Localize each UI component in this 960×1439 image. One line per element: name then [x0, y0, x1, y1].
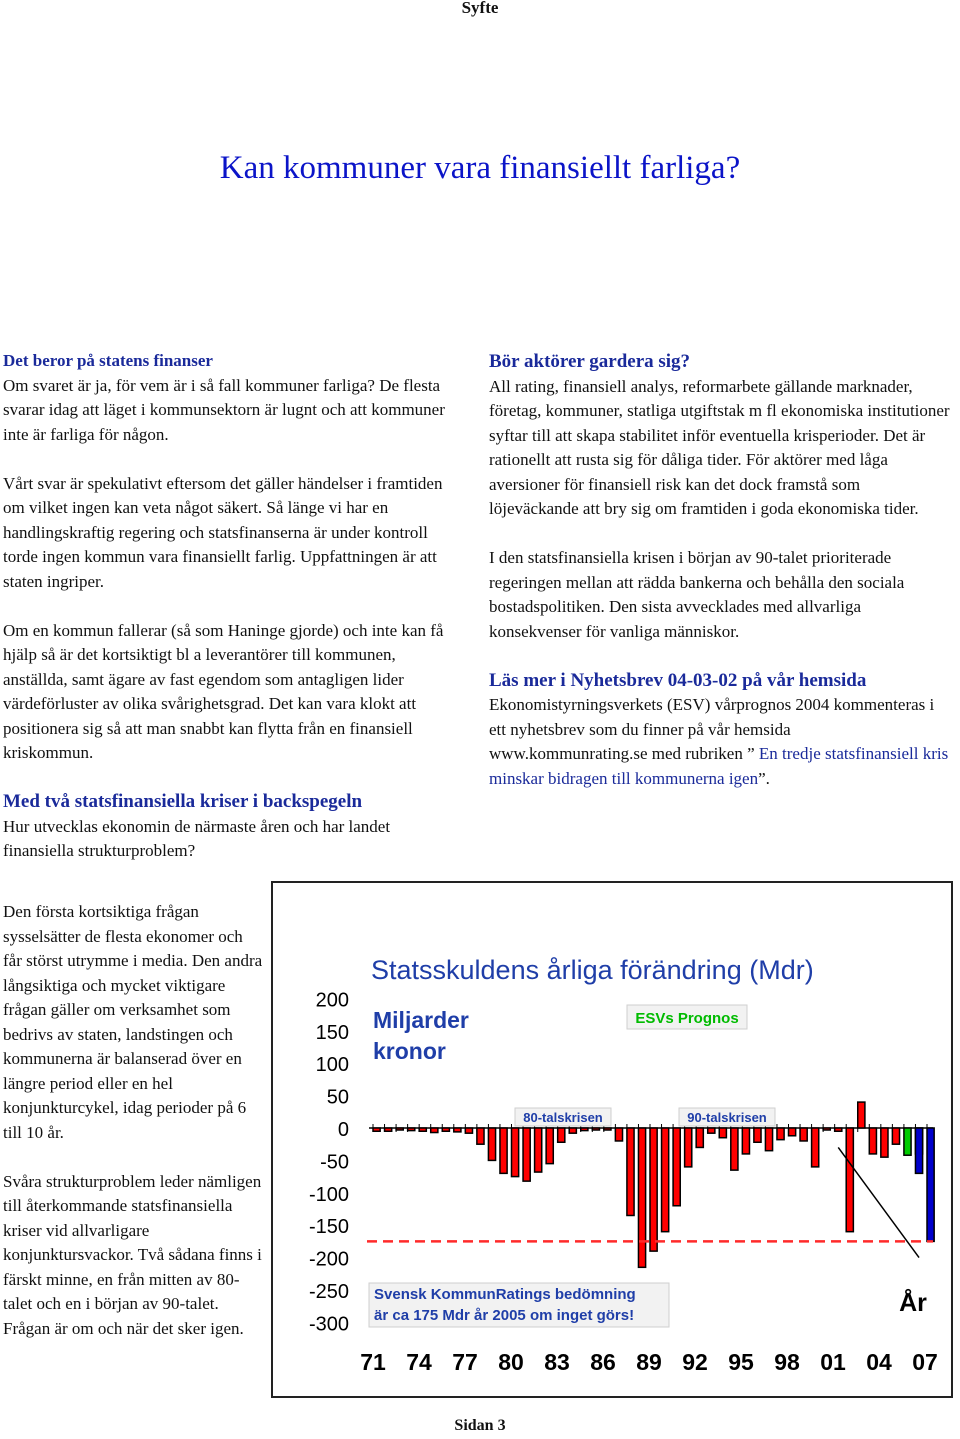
bar-actual	[835, 1128, 842, 1131]
bar-actual	[546, 1128, 553, 1164]
paragraph: Hur utvecklas ekonomin de närmaste åren och har landet finansiella strukturproblem?	[3, 816, 391, 860]
bar-actual	[373, 1128, 380, 1131]
bar-actual	[385, 1128, 392, 1131]
x-tick-label: 89	[636, 1349, 662, 1375]
bar-forecast	[904, 1128, 911, 1155]
bar-actual	[673, 1128, 680, 1206]
assessment-line2: är ca 175 Mdr år 2005 om inget görs!	[374, 1307, 635, 1324]
bottom-left-column	[3, 900, 265, 1341]
bar-actual	[742, 1128, 749, 1154]
x-tick-label: 77	[452, 1349, 478, 1375]
bar-actual	[881, 1128, 888, 1157]
bar-actual	[465, 1128, 472, 1133]
x-tick-label: 04	[866, 1349, 892, 1375]
bar-actual	[396, 1128, 403, 1130]
bar-actual	[846, 1128, 853, 1232]
bar-actual	[419, 1128, 426, 1131]
bar-actual	[708, 1128, 715, 1133]
section-heading: Läs mer i Nyhetsbrev 04-03-02 på vår hemsida	[489, 669, 867, 691]
assessment-line1: Svensk KommunRatings bedömning	[374, 1286, 636, 1303]
bar-actual	[488, 1128, 495, 1160]
paragraph: All rating, finansiell analys, reformarbete gällande marknader, företag, kommuner, statliga utgiftstak m fl ekonomiska institutioner syftar till att skapa stabilitet inför eventuella krisperioder. Det är rationellt att rusta sig för dåliga tider. För aktörer med låga aversioner för finansiell risk kan det dock framstå som löjeväckande att bry sig om framtiden i goda ekonomiska tider.	[489, 376, 950, 518]
bar-actual	[454, 1128, 461, 1132]
bar-actual	[638, 1128, 645, 1267]
page-title: Kan kommuner vara finansiellt farliga?	[219, 150, 741, 186]
y-tick-label: 0	[337, 1119, 349, 1141]
paragraph: Vårt svar är spekulativt eftersom det gäller händelser i framtiden om vilket ingen kan veta något säkert. Så länge vi har en handlingskraftig regering och statsfinanserna är under kontroll torde ingen kommun vara finansiellt farlig. Uppfattningen är att staten ingriper.	[3, 473, 443, 591]
chart-title: Statsskuldens årliga förändring (Mdr)	[371, 955, 814, 985]
bar-actual	[604, 1128, 611, 1130]
annotation-80s: 80-talskrisen	[523, 1110, 603, 1125]
bar-actual	[777, 1128, 784, 1140]
annotation-90s: 90-talskrisen	[687, 1110, 767, 1125]
y-tick-label: 150	[315, 1021, 349, 1044]
paragraph: Den första kortsiktiga frågan sysselsätter de flesta ekonomer och får störst utrymme i media. Den andra långsiktiga och mycket viktigare frågan gäller om verksamhet som bedrivs av staten, landstingen och kommunerna är balanserad över en längre period eller en hel konjunkturcykel, idag perioder på 6 till 10 år.	[3, 902, 263, 1142]
bar-actual	[477, 1128, 484, 1144]
x-tick-label: 01	[820, 1349, 846, 1375]
x-tick-label: 71	[360, 1349, 386, 1375]
y-tick-label: -100	[308, 1183, 349, 1206]
paragraph: Om en kommun fallerar (så som Haninge gjorde) och inte kan få hjälp så är det kortsiktigt bl a leverantörer till kommunen, anställda, samt ägare av fast egendom som antagligen lider värdeförluster av olika svårighetsgrad. Det kan vara klokt att positionera sig så att man snabbt kan flytta från en finansiell kriskommun.	[3, 620, 444, 762]
paragraph: I den statsfinansiella krisen i början av 90-talet prioriterade regeringen mellan att rädda bankerna och behålla den sociala bostadspolitiken. Den sista avvecklades med allvarliga konsekvenser för vanliga människor.	[489, 548, 905, 641]
bar-actual	[512, 1128, 519, 1177]
newsletter-link[interactable]: En tredje statsfinansiell kris minskar bidragen till kommunerna igen	[489, 744, 949, 788]
bar-actual	[650, 1128, 657, 1251]
bar-estimate	[927, 1128, 934, 1241]
bar-actual	[581, 1128, 588, 1131]
legend-label: ESVs Prognos	[635, 1010, 739, 1027]
bar-actual	[569, 1128, 576, 1133]
y-tick-label: -200	[308, 1248, 349, 1271]
x-tick-label: 86	[590, 1349, 616, 1375]
y-tick-label: 100	[315, 1054, 349, 1077]
y-tick-label: -300	[308, 1313, 349, 1336]
page-number: Sidan 3	[454, 1417, 506, 1434]
bar-actual	[592, 1128, 599, 1130]
paragraph-text: Ekonomistyrningsverkets (ESV) vårprognos 2004 kommenteras i ett nyhetsbrev som du finner på vår hemsida www.kommunrating.se med rubriken ”	[489, 695, 935, 763]
x-tick-label: 83	[544, 1349, 570, 1375]
chart-frame	[271, 881, 953, 1398]
bar-actual	[800, 1128, 807, 1141]
bar-actual	[812, 1128, 819, 1167]
y-axis-label-line2: kronor	[373, 1038, 446, 1064]
y-tick-label: -150	[308, 1216, 349, 1239]
bar-actual	[823, 1128, 830, 1130]
bar-actual	[523, 1128, 530, 1181]
bar-actual	[719, 1128, 726, 1138]
bar-actual	[442, 1128, 449, 1131]
bar-estimate	[915, 1128, 922, 1173]
y-tick-label: 50	[326, 1086, 349, 1109]
bar-actual	[615, 1128, 622, 1141]
right-column	[489, 350, 951, 791]
y-tick-label: -250	[308, 1281, 349, 1303]
y-tick-label: -50	[320, 1151, 349, 1174]
x-tick-label: 07	[912, 1349, 938, 1375]
bar-actual	[431, 1128, 438, 1133]
bar-actual	[789, 1128, 796, 1136]
bar-actual	[892, 1128, 899, 1144]
y-tick-label: 200	[315, 989, 349, 1012]
x-tick-label: 80	[498, 1349, 524, 1375]
paragraph	[489, 693, 951, 791]
page-header: Syfte	[461, 0, 499, 17]
bar-actual	[408, 1128, 415, 1131]
y-axis-label-line1: Miljarder	[373, 1007, 469, 1033]
section-heading: Bör aktörer gardera sig?	[489, 351, 691, 372]
x-tick-label: 74	[406, 1349, 432, 1375]
bar-actual	[662, 1128, 669, 1232]
paragraph: Om svaret är ja, för vem är i så fall kommuner farliga? De flesta svarar idag att läget i kommunsektorn är lugnt och att kommuner inte är farliga för någon.	[3, 375, 445, 444]
bar-actual	[558, 1128, 565, 1142]
paragraph: Svåra strukturproblem leder nämligen till återkommande statsfinansiella kriser vid allvarligare konjunktursvackor. Två sådana finns i färskt minne, en från mitten av 80-talet och en i början av 90-talet. Frågan är om och när det sker igen.	[3, 1171, 262, 1338]
x-tick-label: 95	[728, 1349, 754, 1375]
x-tick-label: 98	[774, 1349, 800, 1375]
bar-actual	[535, 1128, 542, 1172]
bar-actual	[765, 1128, 772, 1151]
x-tick-label: 92	[682, 1349, 708, 1375]
bar-actual	[696, 1128, 703, 1147]
x-axis-label: År	[899, 1289, 927, 1317]
bar-actual	[858, 1102, 865, 1128]
debt-change-chart	[273, 883, 951, 1396]
section-heading: Med två statsfinansiella kriser i backspegeln	[3, 791, 363, 812]
bar-actual	[731, 1128, 738, 1170]
bar-actual	[754, 1128, 761, 1142]
section-heading: Det beror på statens finanser	[3, 351, 213, 370]
bar-actual	[685, 1128, 692, 1167]
bar-actual	[500, 1128, 507, 1173]
bar-actual	[869, 1128, 876, 1154]
left-column	[3, 349, 453, 864]
bar-actual	[627, 1128, 634, 1215]
paragraph-tail: ”.	[758, 768, 770, 788]
